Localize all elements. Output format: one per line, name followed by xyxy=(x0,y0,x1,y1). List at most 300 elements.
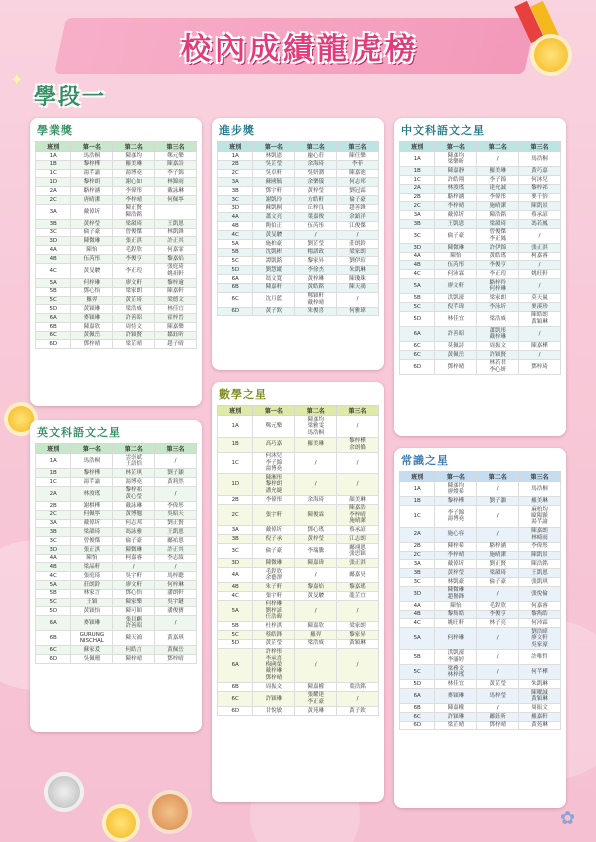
table-cell: 6D xyxy=(36,655,71,664)
table-cell: 陳凱景 xyxy=(519,202,561,211)
table-row xyxy=(36,519,197,528)
table-cell: 黎梓樺 xyxy=(71,469,113,478)
table-cell: 湯博堯 xyxy=(113,477,155,486)
table-cell: 羅美琳 xyxy=(295,437,337,452)
table-cell: 黃皓銘 xyxy=(295,283,337,292)
table-row xyxy=(36,528,197,537)
table-row xyxy=(400,350,561,359)
table-cell: 6B xyxy=(218,283,253,292)
table-cell: / xyxy=(295,231,337,240)
table-cell: 梁家朗 xyxy=(113,287,155,296)
table-cell: 丘梓良 xyxy=(295,204,337,213)
table-cell: 羅美琳 xyxy=(477,167,519,176)
table-cell: 林家言 xyxy=(71,589,113,598)
table-row xyxy=(400,482,561,497)
column-header: 班別 xyxy=(218,142,253,152)
table-cell: 陳彥均 梁樂昕 xyxy=(435,152,477,167)
table-cell: 6A xyxy=(400,688,435,703)
table-cell: 4C xyxy=(400,619,435,628)
panel-title: 常識之星 xyxy=(401,454,449,467)
table-cell: 梁韻琦 xyxy=(113,219,155,228)
table-cell: 6A xyxy=(218,648,253,682)
table-cell: 江俊傑 xyxy=(337,222,379,231)
table-row xyxy=(218,222,379,231)
table-cell: 張正淇 xyxy=(71,545,113,554)
table-cell: 李俊亨 xyxy=(477,261,519,270)
table-cell: 陳凱景 xyxy=(519,551,561,560)
table-row xyxy=(36,160,197,169)
table-cell: 黎梓朗 xyxy=(71,178,113,187)
table-row xyxy=(218,600,379,622)
table-cell: 陳曜誠 黃穎琳 xyxy=(519,688,561,703)
table-cell: / xyxy=(519,228,561,243)
table-cell: 鄧梓晴 xyxy=(477,721,519,730)
table-cell: 林浚瑤 xyxy=(71,486,113,501)
table-cell: 朱俊喜 xyxy=(295,307,337,316)
table-cell: 6B xyxy=(400,704,435,713)
table-cell: 麥千怡 xyxy=(519,193,561,202)
table-row xyxy=(400,152,561,167)
table-row xyxy=(218,152,379,161)
table-cell: 陳嘉權 xyxy=(295,682,337,691)
table-cell: 鄧梓晴 xyxy=(435,359,477,374)
table-cell: 何梓琳 劉梓諺 任浩暐 xyxy=(253,600,295,622)
table-row xyxy=(218,283,379,292)
table-cell: / xyxy=(337,292,379,307)
table-cell: 倫子豪 xyxy=(337,195,379,204)
table-cell: 黎梓逾 xyxy=(155,278,197,287)
table-cell: 陳微琳 xyxy=(113,545,155,554)
table-cell: 4A xyxy=(36,246,71,255)
math-table xyxy=(217,405,379,716)
table-cell: 6A xyxy=(36,616,71,631)
table-cell: 4C xyxy=(36,572,71,581)
table-cell: 何嘉霏 xyxy=(155,246,197,255)
table-cell: 馮詠雅 xyxy=(113,528,155,537)
column-header: 第一名 xyxy=(71,142,113,152)
table-row xyxy=(400,193,561,202)
table-cell: 謝凱玲 xyxy=(253,195,295,204)
table-cell: 張耀達 李正豪 xyxy=(295,691,337,706)
table-row xyxy=(400,359,561,374)
table-row xyxy=(400,569,561,578)
table-cell: 林佳宜 xyxy=(435,311,477,326)
table-cell: 張貝麒 許善昭 xyxy=(113,616,155,631)
table-row xyxy=(400,680,561,689)
table-cell: 黃子欽 xyxy=(253,307,295,316)
table-cell: 陳嘉欣 xyxy=(295,622,337,631)
table-cell: 陳梓希 xyxy=(435,542,477,551)
table-cell: / xyxy=(113,563,155,572)
table-cell: 劉冠霖 xyxy=(337,187,379,196)
table-cell: 羅羿 xyxy=(71,296,113,305)
table-cell: 蘇凱桐 xyxy=(253,204,295,213)
table-row xyxy=(218,231,379,240)
table-row xyxy=(218,257,379,266)
table-row xyxy=(218,292,379,307)
table-cell: 林凱鋒 xyxy=(155,228,197,237)
medal-icon xyxy=(102,804,140,842)
table-row xyxy=(218,452,379,474)
table-cell: 譚凱銘 xyxy=(253,257,295,266)
table-cell: 陳浩銘 xyxy=(477,211,519,220)
table-cell: 蕭凱彤 戴梓琳 xyxy=(477,326,519,341)
table-cell: 周振文 xyxy=(253,682,295,691)
table-cell: 葉嘉俊 xyxy=(295,213,337,222)
table-row xyxy=(36,228,197,237)
table-cell: / xyxy=(337,416,379,438)
table-cell: 林佳宜 xyxy=(155,305,197,314)
table-cell: 甘悅敏 xyxy=(253,706,295,715)
table-cell: 黎嘉焰 xyxy=(155,255,197,264)
table-cell: 陳嘉詩 xyxy=(155,160,197,169)
table-cell: 王凱恩 xyxy=(155,219,197,228)
table-cell: 3C xyxy=(218,543,253,558)
table-cell: 李偉彤 xyxy=(155,501,197,510)
table-cell: 黎家昇 xyxy=(295,257,337,266)
column-header: 班別 xyxy=(400,142,435,152)
table-cell: 陳嘉軒 xyxy=(155,287,197,296)
table-cell: 何梓琳 xyxy=(155,580,197,589)
table-cell: 羅美琳 xyxy=(113,160,155,169)
table-cell: 3A xyxy=(36,204,71,219)
table-cell: 沈凱彬 xyxy=(253,248,295,257)
table-cell: 陳嘉靜 xyxy=(435,167,477,176)
table-cell: 黎家昇 xyxy=(337,631,379,640)
table-row xyxy=(36,296,197,305)
table-cell: 李正瑝 xyxy=(477,270,519,279)
table-cell: 1C xyxy=(218,452,253,474)
table-row xyxy=(218,567,379,582)
table-cell: 倫子豪 xyxy=(477,577,519,586)
table-row xyxy=(36,589,197,598)
table-cell: / xyxy=(519,278,561,293)
table-row xyxy=(218,706,379,715)
table-cell: 何雅瑋 xyxy=(337,307,379,316)
table-cell: 陳嘉樂 xyxy=(155,322,197,331)
table-cell: 梁晶軒 xyxy=(71,563,113,572)
table-cell: 麥穎琳 xyxy=(435,688,477,703)
table-cell: 鄺翊恩 張思穎 xyxy=(337,543,379,558)
table-cell: 黃佩岳 xyxy=(155,646,197,655)
table-cell: 李梓晴 xyxy=(113,195,155,204)
table-cell: 許正其 xyxy=(155,237,197,246)
table-cell: 伍芮彤 xyxy=(71,255,113,264)
table-cell: 1A xyxy=(36,454,71,469)
table-cell: 戴倬圻 xyxy=(435,560,477,569)
table-cell: 1B xyxy=(400,497,435,506)
table-cell: 6B xyxy=(36,322,71,331)
table-cell: 5C xyxy=(218,257,253,266)
panel-title: 數學之星 xyxy=(219,388,267,401)
panel-english-writing xyxy=(30,420,202,732)
table-cell: 黎梓祁 xyxy=(519,184,561,193)
table-cell: 劉子灝 xyxy=(155,469,197,478)
table-cell: 羅羿 xyxy=(295,631,337,640)
table-cell: 3D xyxy=(218,559,253,568)
table-cell: 何沛霖 xyxy=(519,619,561,628)
table-cell: 陳嘉欣 xyxy=(71,322,113,331)
table-cell: 3B xyxy=(400,569,435,578)
table-cell: 吳宇鏈 xyxy=(155,598,197,607)
table-cell: 3A xyxy=(218,178,253,187)
table-cell: 5A xyxy=(36,278,71,287)
table-cell: 梁家朗 xyxy=(477,294,519,303)
table-row xyxy=(218,691,379,706)
table-row xyxy=(400,628,561,650)
table-cell: 吳宇軒 xyxy=(113,572,155,581)
table-cell: 3A xyxy=(400,211,435,220)
table-cell: 張悅倫 xyxy=(519,586,561,601)
table-cell: 王穎 xyxy=(71,598,113,607)
table-cell: 黃佩岳 xyxy=(435,350,477,359)
table-cell: 李子錦 xyxy=(477,175,519,184)
table-cell: 余樂儀 xyxy=(295,178,337,187)
table-cell: 許穎賢 xyxy=(477,350,519,359)
table-cell: 駱梓涵 xyxy=(71,187,113,196)
table-cell: 鄺嘉昊 xyxy=(337,567,379,582)
table-cell: 4A xyxy=(400,601,435,610)
table-row xyxy=(36,204,197,219)
table-cell: 3C xyxy=(400,228,435,243)
table-cell: 陳微琳 趙譽鋒 xyxy=(435,586,477,601)
table-row xyxy=(400,294,561,303)
table-cell: 黃梓瑩 xyxy=(295,535,337,544)
table-cell: 黃梓瑩 xyxy=(295,187,337,196)
table-cell: 唐晴潔 xyxy=(71,195,113,204)
table-cell: 陳嘉軒 xyxy=(253,283,295,292)
table-cell: 3B xyxy=(218,535,253,544)
table-cell: 黃博翹 xyxy=(113,510,155,519)
table-cell: 黃子欽 xyxy=(337,706,379,715)
table-cell: / xyxy=(337,648,379,682)
table-cell: 麥溪珍 xyxy=(519,302,561,311)
table-cell: / xyxy=(477,586,519,601)
table-cell: 李子錦 湯博堯 xyxy=(435,505,477,527)
table-row xyxy=(218,622,379,631)
table-cell: 3D xyxy=(218,204,253,213)
table-cell: 6D xyxy=(400,359,435,374)
table-row xyxy=(218,160,379,169)
table-cell: / xyxy=(477,527,519,542)
panel-title: 英文科語文之星 xyxy=(37,426,121,439)
table-cell: 6B xyxy=(218,682,253,691)
table-cell: 陳任樂 xyxy=(337,152,379,161)
table-cell: / xyxy=(295,567,337,582)
table-cell: 莊朗鈴 xyxy=(337,239,379,248)
table-cell: 5A xyxy=(400,628,435,650)
table-row xyxy=(36,510,197,519)
table-cell: / xyxy=(477,505,519,527)
table-cell: 陳湘彤 黎梓朗 潘允婕 xyxy=(253,474,295,496)
table-cell: 湯芊諭 xyxy=(71,477,113,486)
table-row xyxy=(36,305,197,314)
table-row xyxy=(36,607,197,616)
table-cell: 柯嘉睿 xyxy=(113,554,155,563)
table-cell: 5D xyxy=(400,311,435,326)
table-cell: 許皓翔 xyxy=(435,175,477,184)
table-cell: 何佩寧 xyxy=(155,195,197,204)
medal-icon xyxy=(148,790,192,834)
table-cell: 梁浩威 xyxy=(113,305,155,314)
table-cell: 周恃文 xyxy=(113,322,155,331)
table-cell: 張正淇 xyxy=(519,243,561,252)
table-cell: 2C xyxy=(218,169,253,178)
table-cell: 達允誠 xyxy=(477,184,519,193)
table-row xyxy=(400,270,561,279)
table-cell: 6D xyxy=(218,307,253,316)
column-header: 第二名 xyxy=(477,142,519,152)
table-cell: 陳天鴻 xyxy=(337,283,379,292)
table-cell: GURUNG NISCHAL xyxy=(71,631,113,646)
table-cell: 倫子豪 xyxy=(435,228,477,243)
column-header: 第三名 xyxy=(519,142,561,152)
table-cell: 李梓晴 xyxy=(435,202,477,211)
table-row xyxy=(218,213,379,222)
table-cell: 鄭元樂 xyxy=(253,416,295,438)
table-cell: 梁德文 xyxy=(155,296,197,305)
table-cell: 6C xyxy=(400,350,435,359)
table-row xyxy=(36,187,197,196)
table-cell: 劉子灝 xyxy=(477,497,519,506)
table-cell: 4C xyxy=(218,231,253,240)
table-row xyxy=(400,619,561,628)
stage-label: 學段一 xyxy=(34,85,107,110)
table-cell: 4B xyxy=(218,222,253,231)
table-cell: 黃芷琦 xyxy=(113,296,155,305)
table-cell: 周振文 xyxy=(519,704,561,713)
table-cell: 吳昭天 xyxy=(155,510,197,519)
table-cell: 張正淇 xyxy=(113,237,155,246)
table-cell: 余海琦 xyxy=(295,495,337,504)
column-header: 第二名 xyxy=(113,142,155,152)
table-cell: 王凱恩 xyxy=(155,528,197,537)
column-header: 班別 xyxy=(36,444,71,454)
table-cell: 何沛霖 xyxy=(435,270,477,279)
table-cell: 劉正賢 xyxy=(155,519,197,528)
table-cell: 李菲 xyxy=(337,160,379,169)
table-cell: 1A xyxy=(218,416,253,438)
table-cell: 李志綾 xyxy=(155,554,197,563)
table-row xyxy=(400,175,561,184)
table-row xyxy=(36,246,197,255)
table-cell: 何芊樺 xyxy=(519,664,561,679)
table-cell: 林錦雨 xyxy=(155,178,197,187)
table-cell: 陳正賢 陳浩銘 xyxy=(113,204,155,219)
table-cell: 龐心莊 xyxy=(295,152,337,161)
table-cell: 陳彥均 廖焌希 xyxy=(435,482,477,497)
table-cell: 何佩寧 xyxy=(71,510,113,519)
table-cell: 朱凱琳 xyxy=(337,266,379,275)
table-cell: 4A xyxy=(218,213,253,222)
table-cell: 梁韻琦 xyxy=(477,219,519,228)
table-cell: 5B xyxy=(36,589,71,598)
table-cell: 朱子軒 xyxy=(253,583,295,592)
table-row xyxy=(400,311,561,326)
table-cell: 陳嘉權 xyxy=(435,704,477,713)
table-cell: 蔡皓鋒 xyxy=(253,631,295,640)
table-row xyxy=(218,648,379,682)
table-cell: 2B xyxy=(36,501,71,510)
table-cell: 馬浩桐 xyxy=(71,454,113,469)
panel-title: 進步獎 xyxy=(219,124,255,137)
table-cell: 姚旺軒 xyxy=(435,619,477,628)
table-row xyxy=(218,535,379,544)
table-cell: 廖文軒 xyxy=(113,580,155,589)
column-header: 班別 xyxy=(218,406,253,416)
table-cell: 4B xyxy=(36,255,71,264)
table-cell: 張凱琪 xyxy=(519,577,561,586)
table-cell: 許穎琳 xyxy=(435,712,477,721)
table-cell: 5C xyxy=(36,598,71,607)
panel-math xyxy=(212,382,384,802)
table-row xyxy=(36,580,197,589)
table-row xyxy=(218,274,379,283)
table-cell: 毛鋥欣 xyxy=(477,601,519,610)
table-cell: 黃旻駿 xyxy=(295,591,337,600)
table-cell: 陳浩銘 xyxy=(519,560,561,569)
table-row xyxy=(400,560,561,569)
table-cell: / xyxy=(519,326,561,341)
table-row xyxy=(36,563,197,572)
table-cell: 2C xyxy=(218,504,253,526)
table-cell: 湯博堯 xyxy=(113,169,155,178)
table-cell: 3B xyxy=(36,219,71,228)
table-row xyxy=(218,543,379,558)
table-cell: 何梓琳 xyxy=(435,628,477,650)
table-cell: 許伊錦 xyxy=(477,243,519,252)
column-header: 第一名 xyxy=(253,142,295,152)
table-cell: / xyxy=(477,628,519,650)
table-cell: 鄺祐恩 xyxy=(155,537,197,546)
table-cell: 施心容 xyxy=(435,527,477,542)
table-cell: 1C xyxy=(400,175,435,184)
table-cell: 張庭琦 姚祖軒 xyxy=(155,263,197,278)
panel-title: 學業獎 xyxy=(37,124,73,137)
table-cell: 2C xyxy=(36,510,71,519)
table-cell: 4C xyxy=(218,591,253,600)
table-row xyxy=(400,601,561,610)
table-cell: 許正其 xyxy=(155,545,197,554)
table-cell: 龍芷宜 xyxy=(337,591,379,600)
table-cell: 杜梓淇 xyxy=(253,622,295,631)
table-cell: 3C xyxy=(400,577,435,586)
table-row xyxy=(36,322,197,331)
star-icon: ✦ xyxy=(10,70,24,89)
table-cell: 何皓言 xyxy=(113,646,155,655)
academic-table xyxy=(35,141,197,349)
table-row xyxy=(218,583,379,592)
table-row xyxy=(218,248,379,257)
table-cell: 1C xyxy=(36,477,71,486)
table-cell: 蘇國毓 xyxy=(253,178,295,187)
table-cell: 麥穎琳 xyxy=(71,314,113,323)
table-row xyxy=(400,202,561,211)
table-cell: / xyxy=(295,474,337,496)
table-cell: 馬浩桐 xyxy=(71,152,113,161)
table-cell: 鄭元樂 xyxy=(155,152,197,161)
table-row xyxy=(218,266,379,275)
table-cell: 劉慧縱 xyxy=(253,266,295,275)
table-cell: 1C xyxy=(36,169,71,178)
table-cell: 潘俊寶 xyxy=(155,607,197,616)
general-table xyxy=(399,471,561,730)
table-cell: 6C xyxy=(218,292,253,307)
table-cell: 黃佩岳 xyxy=(71,331,113,340)
table-cell: 馮若鳳 xyxy=(519,219,561,228)
chinese-writing-table xyxy=(399,141,561,375)
table-cell: 5D xyxy=(218,266,253,275)
